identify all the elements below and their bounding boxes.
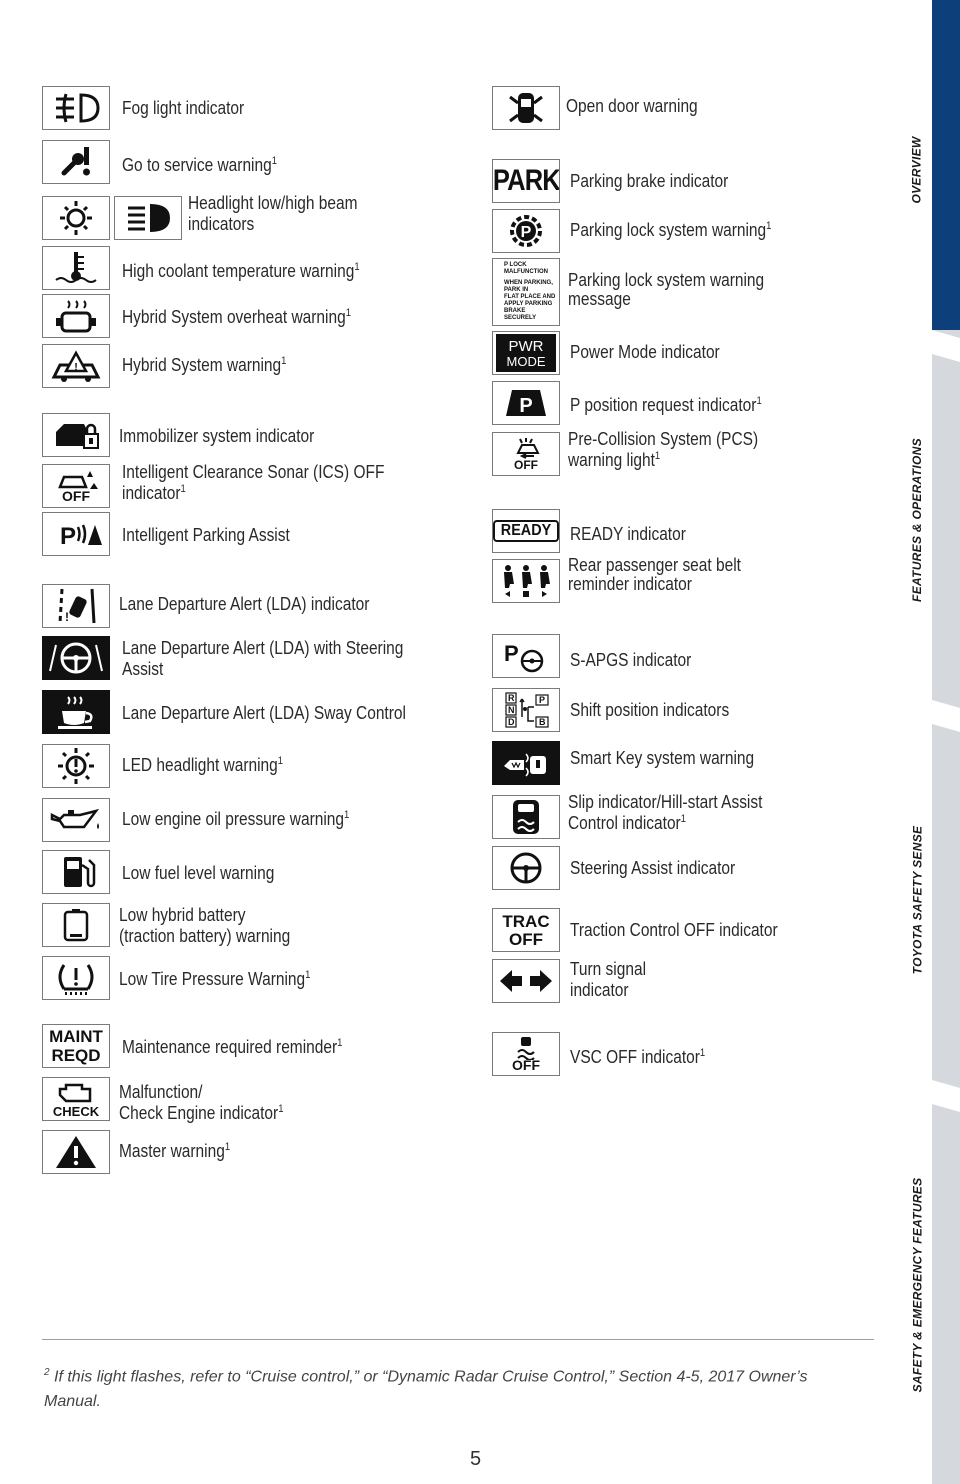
trac-off-icon: TRAC OFF	[492, 908, 560, 952]
item-label: Hybrid System warning$^1$	[122, 355, 287, 375]
tab-safety-emergency[interactable]: SAFETY & EMERGENCY FEATURES	[910, 1177, 925, 1393]
lda-steering-icon	[42, 636, 110, 680]
headlight-low-icon	[42, 196, 110, 240]
turn-signal-icon	[492, 959, 560, 1003]
rear-seatbelt-icon	[492, 559, 560, 603]
hybrid-warning-icon	[42, 344, 110, 388]
parking-assist-icon	[42, 512, 110, 556]
headlight-high-icon	[114, 196, 182, 240]
item-label: Maintenance required reminder$^1$	[122, 1037, 343, 1057]
open-door-icon	[492, 86, 560, 130]
slip-indicator-icon	[492, 795, 560, 839]
shift-position-icon	[492, 688, 560, 732]
item-label: S-APGS indicator	[570, 650, 692, 670]
power-mode-icon: PWR MODE	[492, 331, 560, 375]
svg-text:B: B	[539, 717, 546, 727]
item-label: Low engine oil pressure warning$^1$	[122, 809, 350, 829]
parking-lock-message-icon: P LOCK MALFUNCTION WHEN PARKING, PARK IN FLAT PLACE AND APPLY PARKING BRAKE SECURELY	[492, 258, 560, 326]
footnote: $^2$ If this light flashes, refer to “Cruise control,” or “Dynamic Radar Cruise Control,” Section 4-5, 2017 Owner’s Manual.	[44, 1367, 808, 1411]
item-label: Hybrid System overheat warning$^1$	[122, 307, 351, 327]
svg-text:P: P	[60, 523, 77, 550]
fuel-pump-icon	[42, 850, 110, 894]
ics-off-icon: OFF	[42, 464, 110, 508]
item-label: Low hybrid battery (traction battery) warning	[119, 905, 291, 946]
svg-text:P: P	[520, 224, 532, 241]
fog-light-icon	[42, 86, 110, 130]
parking-lock-gear-icon	[492, 209, 560, 253]
park-brake-icon: PARK	[492, 159, 560, 203]
svg-text:N: N	[508, 705, 515, 715]
item-label: Open door warning	[566, 96, 698, 116]
check-engine-icon: CHECK	[42, 1077, 110, 1121]
p-position-icon	[492, 381, 560, 425]
page-number: 5	[470, 1448, 482, 1470]
item-label: Low fuel level warning	[122, 863, 275, 883]
item-label: Low Tire Pressure Warning$^1$	[119, 969, 311, 989]
maintenance-icon: MAINT REQD	[42, 1024, 110, 1068]
svg-text:P: P	[504, 641, 519, 666]
item-label: Headlight low/high beam indicators	[188, 193, 358, 234]
item-label: Shift position indicators	[570, 700, 730, 720]
item-label: Lane Departure Alert (LDA) with Steering Assist	[122, 638, 404, 679]
item-label: Intelligent Clearance Sonar (ICS) OFF indicator$^1$	[122, 462, 385, 503]
item-label: VSC OFF indicator$^1$	[570, 1047, 706, 1067]
item-label: Pre-Collision System (PCS) warning light$^1$	[568, 429, 759, 470]
lane-departure-icon	[42, 584, 110, 628]
item-label: Go to service warning$^1$	[122, 155, 277, 175]
svg-text:!: !	[65, 610, 69, 624]
pcs-off-icon: OFF	[492, 432, 560, 476]
item-label: Smart Key system warning	[570, 748, 755, 768]
item-label: LED headlight warning$^1$	[122, 755, 284, 775]
smart-key-icon	[492, 741, 560, 785]
item-label: High coolant temperature warning$^1$	[122, 261, 360, 281]
footer-divider	[42, 1339, 874, 1340]
item-label: READY indicator	[570, 524, 686, 544]
hybrid-overheat-icon	[42, 294, 110, 338]
sapgs-icon	[492, 634, 560, 678]
tab-overview[interactable]: OVERVIEW	[910, 136, 925, 204]
item-label: Parking lock system warning$^1$	[570, 220, 772, 240]
svg-text:R: R	[508, 693, 515, 703]
immobilizer-icon	[42, 413, 110, 457]
master-warning-icon	[42, 1130, 110, 1174]
item-label: Fog light indicator	[122, 98, 245, 118]
service-wrench-icon	[42, 140, 110, 184]
coffee-cup-icon	[42, 690, 110, 734]
item-label: Rear passenger seat belt reminder indicator	[568, 555, 741, 594]
item-label: Turn signal indicator	[570, 959, 647, 1000]
svg-text:!: !	[74, 362, 78, 373]
steering-wheel-icon	[492, 846, 560, 890]
battery-icon	[42, 903, 110, 947]
tire-pressure-icon	[42, 956, 110, 1000]
item-label: Master warning$^1$	[119, 1141, 231, 1161]
item-label: Lane Departure Alert (LDA) indicator	[119, 594, 370, 614]
led-headlight-icon	[42, 744, 110, 788]
item-label: Steering Assist indicator	[570, 858, 736, 878]
coolant-temperature-icon	[42, 246, 110, 290]
item-label: Parking brake indicator	[570, 171, 729, 191]
tab-features-operations[interactable]: FEATURES & OPERATIONS	[910, 438, 924, 602]
item-label: Power Mode indicator	[570, 342, 720, 362]
item-label: Parking lock system warning message	[568, 270, 765, 309]
svg-text:P: P	[539, 695, 546, 705]
item-label: Immobilizer system indicator	[119, 426, 315, 446]
item-label: Malfunction/ Check Engine indicator$^1$	[119, 1082, 284, 1123]
tab-toyota-safety-sense[interactable]: TOYOTA SAFETY SENSE	[910, 825, 924, 975]
item-label: Slip indicator/Hill-start Assist Control indicator$^1$	[568, 792, 763, 833]
oil-can-icon	[42, 798, 110, 842]
item-label: Traction Control OFF indicator	[570, 920, 778, 940]
ready-icon: READY	[492, 509, 560, 553]
svg-text:D: D	[508, 717, 515, 727]
svg-text:P: P	[519, 395, 533, 417]
vsc-off-icon: OFF	[492, 1032, 560, 1076]
item-label: Lane Departure Alert (LDA) Sway Control	[122, 703, 406, 723]
item-label: Intelligent Parking Assist	[122, 525, 290, 545]
item-label: P position request indicator$^1$	[570, 395, 762, 415]
